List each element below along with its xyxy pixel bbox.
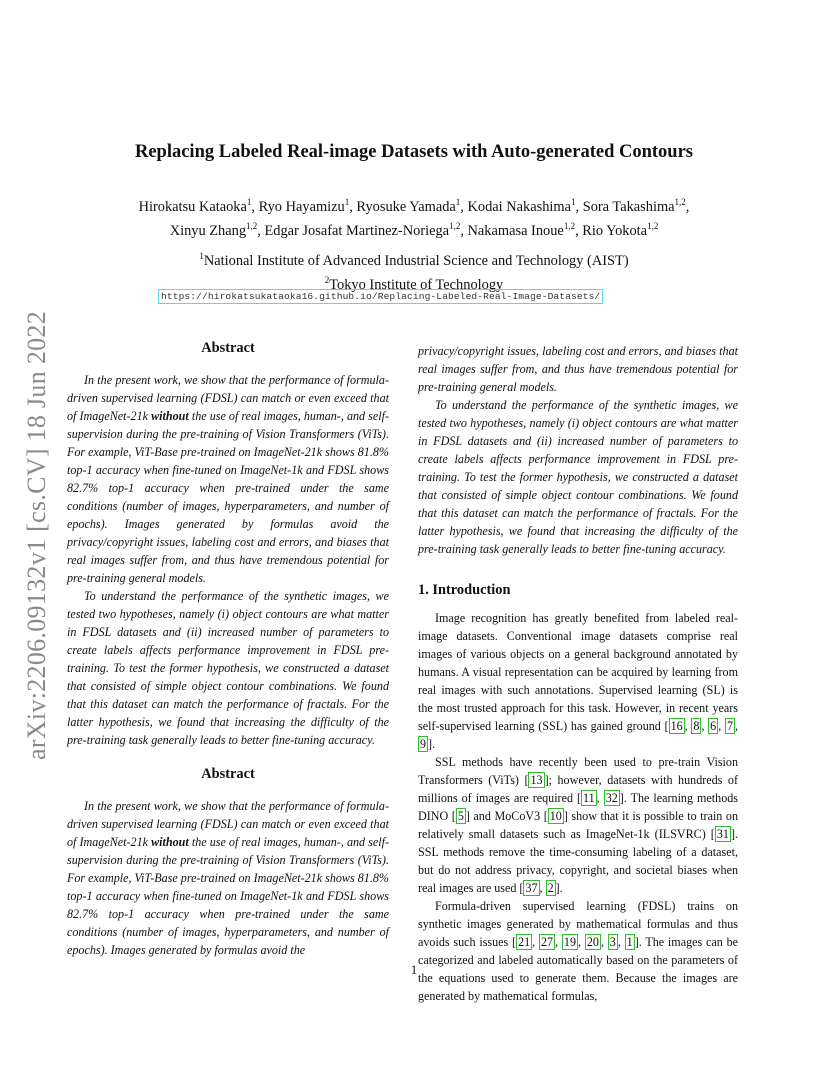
abstract-bold-word: without (151, 409, 189, 423)
citation-link[interactable]: 11 (583, 791, 595, 805)
intro-text: ] and MoCoV3 [ (465, 809, 548, 823)
abstract-continuation: privacy/copyright issues, labeling cost and errors, and biases that real images suffer from, and thus have tremendous potential for pre-training general models. (418, 344, 738, 394)
intro-text: ]. SSL methods remove the time-consuming labeling of a dataset, but do not address privacy, copyright, and societal biases when real images are used [ (418, 827, 738, 895)
intro-text: SSL methods have recently been used to pre-train Vision Transformers (ViTs) [ (418, 755, 738, 787)
citation-link[interactable]: 1 (626, 935, 633, 949)
intro-paragraph-2: SSL methods have recently been used to pre-train Vision Transformers (ViTs) [ 13 ]; however, datasets with hundreds of millions of images are required [ 11 , 32 ]. The learning methods DINO [ 5 ] and MoCoV3 [ 10 ] show that it is possible to train on relatively small datasets such as ImageNet-1k (ILSVRC) [ 31 ]. SSL methods remove the time-consuming labeling of a dataset, but do not address privacy, copyright, and societal biases when real images are used [ 37 , 2 ]. (418, 755, 738, 895)
citation-link[interactable]: 10 (549, 809, 562, 823)
citation-link[interactable]: 16 (670, 719, 683, 733)
page-number: 1 (410, 963, 418, 977)
citation-link[interactable]: 13 (530, 773, 543, 787)
citation-link[interactable]: 21 (518, 935, 531, 949)
citation-link[interactable]: 19 (563, 935, 577, 949)
citation-link[interactable]: 37 (525, 881, 538, 895)
abstract-bold-word: without (151, 835, 189, 849)
citation-link[interactable]: 20 (586, 935, 599, 949)
abstract-heading: Abstract (201, 340, 255, 356)
abstract-text: In the present work, we show that the performance of formula-driven supervised learning (FDSL) can match or even exceed that of ImageNet-21k (67, 373, 389, 423)
citation-link[interactable]: 31 (716, 827, 729, 841)
citation-group: 16 , 8 , 6 , 7 , 9 (420, 719, 739, 751)
affiliations (60, 247, 768, 295)
authors-line-2: Xinyu Zhang$^{1,2}$, Edgar Josafat Martinez-Noriega$^{1,2}$, Nakamasa Inoue$^{1,2}$, Rio Yokota$^{1,2}$ (169, 220, 659, 239)
citation-link[interactable]: 7 (726, 719, 733, 733)
intro-paragraph-1: Image recognition has greatly benefited from labeled real-image datasets. Conventional image datasets comprise real images of various objects on a general background annotated by humans. A visual representation can be acquired by learning from real images with such annotations. Supervised learning (SL) is the most trusted approach for this task. However, in recent years self-supervised learning (SSL) has gained ground [ 16 , 8 , 6 , 7 , 9 ]. (418, 611, 739, 751)
abstract-text: the use of real images, human-, and self-supervision during the pre-training of Vision Transformers (ViTs). For example, ViT-Base pre-trained on ImageNet-21k shows 81.8% top-1 accuracy when fine-tuned on ImageNet-1k and FDSL shows 82.7% top-1 accuracy when pre-trained under the same conditions (number of images, hyperparameters, and number of epochs). Images generated by formulas avoid the (67, 835, 389, 957)
citation-group: 21 , 27 , 19 , 20 , 3 , 1 (518, 935, 633, 949)
citation-link[interactable]: 9 (420, 737, 427, 751)
citation-link[interactable]: 2 (547, 881, 554, 895)
abstract-text: the use of real images, human-, and self-supervision during the pre-training of Vision Transformers (ViTs). For example, ViT-Base pre-trained on ImageNet-21k shows 81.8% top-1 accuracy when fine-tuned on ImageNet-1k and FDSL shows 82.7% top-1 accuracy when pre-trained under the same conditions (number of images, hyperparameters, and number of epochs). Images generated by formulas avoid the privacy/copyright issues, labeling cost and errors, and biases that real images suffer from, and thus have tremendous potential for pre-training general models. (67, 409, 389, 585)
intro-text: ]. The images can be categorized and labeled automatically based on the parameters of the equations used to generate them. Because the images are generated by mathematical formulas, (418, 935, 738, 1003)
affiliation-2: $^2$Tokyo Institute of Technology (324, 274, 504, 293)
paper-title: Replacing Labeled Real-image Datasets with Auto-generated Contours (134, 142, 694, 162)
project-url-link[interactable]: https://hirokatsukataoka16.github.io/Replacing-Labeled-Real-Image-Datasets/ (158, 289, 603, 304)
citation-link[interactable]: 27 (541, 935, 554, 949)
section-heading-introduction: 1. Introduction (418, 582, 511, 598)
abstract-heading-repeat: Abstract (201, 766, 255, 782)
citation-link[interactable]: 8 (693, 719, 700, 733)
abstract-paragraph-2-right: To understand the performance of the synthetic images, we tested two hypotheses, namely (i) object contours are what matter in FDSL datasets and (ii) increased number of parameters to create labels affects performance improvement in FDSL pre-training. To test the former hypothesis, we constructed a dataset that consisted of simple object contour combinations. We found that this dataset can match the performance of fractals. For the latter hypothesis, we found that increasing the difficulty of the pre-training task generally leads to better fine-tuning accuracy. (418, 398, 738, 556)
intro-text: ] show that it is possible to train on relatively small datasets such as ImageNet-1k (ILSVRC) [ (418, 809, 738, 841)
abstract-paragraph-2: To understand the performance of the synthetic images, we tested two hypotheses, namely (i) object contours are what matter in FDSL datasets and (ii) increased number of parameters to create labels affects performance improvement in FDSL pre-training. To test the former hypothesis, we constructed a dataset that consisted of simple object contour combinations. We found that this dataset can match the performance of fractals. For the latter hypothesis, we found that increasing the difficulty of the pre-training task generally leads to better fine-tuning accuracy. (67, 589, 389, 747)
authors (60, 193, 768, 241)
left-column (67, 339, 389, 959)
arxiv-side-stamp: arXiv:2206.09132v1 [cs.CV] 18 Jun 2022 (22, 310, 51, 760)
right-column (418, 342, 738, 1005)
intro-paragraph-3 (418, 897, 738, 1005)
citation-group: 11 , 32 (583, 791, 618, 805)
intro-text: ]. The learning methods DINO [ (418, 791, 738, 823)
intro-text: ]; however, datasets with hundreds of millions of images are required [ (418, 773, 738, 805)
intro-text: Formula-driven supervised learning (FDSL) trains on synthetic images generated by mathematical formulas and thus avoids such issues [ (418, 899, 738, 949)
abstract-paragraph-1 (67, 371, 389, 587)
abstract-paragraph-repeat (67, 797, 389, 959)
affiliation-1: $^1$National Institute of Advanced Industrial Science and Technology (AIST) (199, 251, 629, 269)
intro-text: Image recognition has greatly benefited from labeled real-image datasets. Conventional image datasets comprise real images of various objects on a general background annotated by humans. A visual representation can be acquired by learning from real images with such annotations. Supervised learning (SL) is the most trusted approach for this task. However, in recent years self-supervised learning (SSL) has gained ground [ (418, 611, 738, 733)
citation-link[interactable]: 5 (457, 809, 464, 823)
citation-link[interactable]: 32 (605, 791, 618, 805)
abstract-text: In the present work, we show that the performance of formula-driven supervised learning (FDSL) can match or even exceed that of ImageNet-21k (67, 799, 389, 849)
citation-group: 37 , 2 (525, 881, 554, 895)
authors-line-1: Hirokatsu Kataoka$^1$, Ryo Hayamizu$^1$, Ryosuke Yamada$^1$, Kodai Nakashima$^1$, Sora Takashima$^{1,2}$, (138, 197, 690, 215)
citation-link[interactable]: 3 (609, 935, 616, 949)
citation-link[interactable]: 6 (710, 719, 717, 733)
